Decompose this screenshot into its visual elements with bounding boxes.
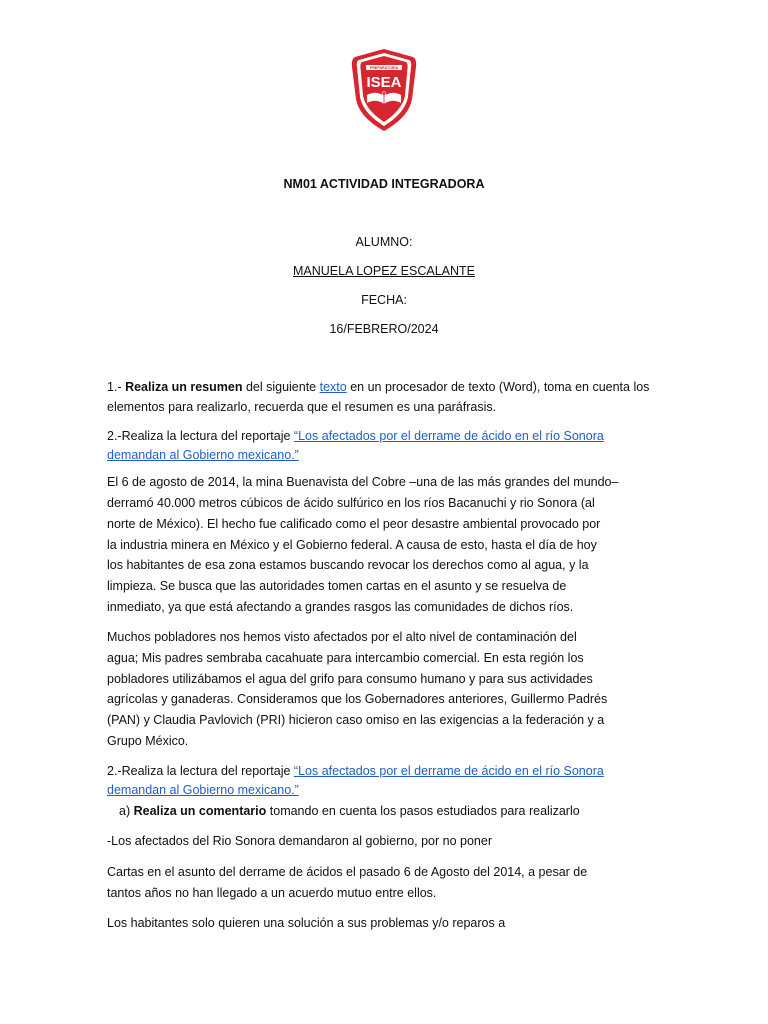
- subitem-rest: tomando en cuenta los pasos estudiados para realizarlo: [266, 804, 580, 818]
- task1-line1: [107, 377, 649, 397]
- paragraph-line: norte de México). El hecho fue calificado como el peor desastre ambiental provocado por: [107, 517, 601, 531]
- task1-mid: del siguiente: [242, 380, 320, 394]
- reportaje-link-2[interactable]: “Los afectados por el derrame de ácido en el río Sonora: [293, 764, 604, 778]
- comment-line: -Los afectados del Rio Sonora demandaron al gobierno, por no poner: [107, 834, 492, 848]
- subitem-bold: Realiza un comentario: [133, 804, 267, 818]
- task1-bold: Realiza un resumen: [125, 380, 243, 394]
- task2a-prefix: 2.-Realiza la lectura del reportaje: [107, 429, 294, 443]
- reportaje-link-1[interactable]: “Los afectados por el derrame de ácido en el río Sonora: [293, 429, 604, 443]
- task2a-line2: [107, 445, 299, 465]
- student-label: ALUMNO:: [355, 235, 413, 249]
- paragraph-line: (PAN) y Claudia Pavlovich (PRI) hicieron caso omiso en las exigencias a la federación y a: [107, 713, 605, 727]
- paragraph-line: agrícolas y ganaderas. Consideramos que los Gobernadores anteriores, Guillermo Padrés: [107, 692, 608, 706]
- task2a-line1: [107, 426, 604, 446]
- reportaje-link-1b[interactable]: demandan al Gobierno mexicano.”: [107, 448, 299, 462]
- paragraph-line: inmediato, ya que está afectando a grandes rasgos las comunidades de dichos ríos.: [107, 600, 574, 614]
- paragraph-line: Muchos pobladores nos hemos visto afectados por el alto nivel de contaminación del: [107, 630, 577, 644]
- task2b-line2: [107, 780, 299, 800]
- task2b-subitem: [119, 801, 580, 821]
- paragraph-line: pobladores utilizábamos el agua del grifo para consumo humano y para sus actividades: [107, 672, 593, 686]
- comment-line: tantos años no han llegado a un acuerdo mutuo entre ellos.: [107, 886, 437, 900]
- student-name-row: [0, 263, 768, 279]
- comment-line: Los habitantes solo quieren una solución a sus problemas y/o reparos a: [107, 916, 506, 930]
- task1-prefix: 1.-: [107, 380, 126, 394]
- paragraph-line: agua; Mis padres sembraba cacahuate para intercambio comercial. En esta región los: [107, 651, 584, 665]
- paragraph-line: derramó 40.000 metros cúbicos de ácido sulfúrico en los ríos Bacanuchi y rio Sonora (al: [107, 496, 595, 510]
- texto-link[interactable]: texto: [319, 380, 347, 394]
- task1-suffix: en un procesador de texto (Word), toma en cuenta los: [346, 380, 650, 394]
- reportaje-link-2b[interactable]: demandan al Gobierno mexicano.”: [107, 783, 299, 797]
- task1-line2: elementos para realizarlo, recuerda que el resumen es una paráfrasis.: [107, 400, 497, 414]
- task2b-line1: [107, 761, 604, 781]
- comment-line: Cartas en el asunto del derrame de ácidos el pasado 6 de Agosto del 2014, a pesar de: [107, 865, 588, 879]
- paragraph-line: Grupo México.: [107, 734, 189, 748]
- paragraph-line: la industria minera en México y el Gobierno federal. A causa de esto, hasta el día de hoy: [107, 538, 597, 552]
- isea-logo: [349, 47, 419, 133]
- logo-name: ISEA: [366, 74, 402, 91]
- document-title: NM01 ACTIVIDAD INTEGRADORA: [283, 177, 485, 191]
- paragraph-line: los habitantes de esa zona estamos buscando revocar los derechos como al agua, y la: [107, 558, 589, 572]
- paragraph-line: limpieza. Se busca que las autoridades tomen cartas en el asunto y se resuelva de: [107, 579, 567, 593]
- paragraph-line: El 6 de agosto de 2014, la mina Buenavista del Cobre –una de las más grandes del mundo–: [107, 475, 619, 489]
- date-label: FECHA:: [361, 293, 407, 307]
- task2b-prefix: 2.-Realiza la lectura del reportaje: [107, 764, 294, 778]
- subitem-marker: a): [119, 804, 131, 818]
- date-value: 16/FEBRERO/2024: [329, 322, 439, 336]
- student-name: MANUELA LOPEZ ESCALANTE: [292, 264, 475, 278]
- logo-top-text: PREPARATORIA: [369, 66, 399, 70]
